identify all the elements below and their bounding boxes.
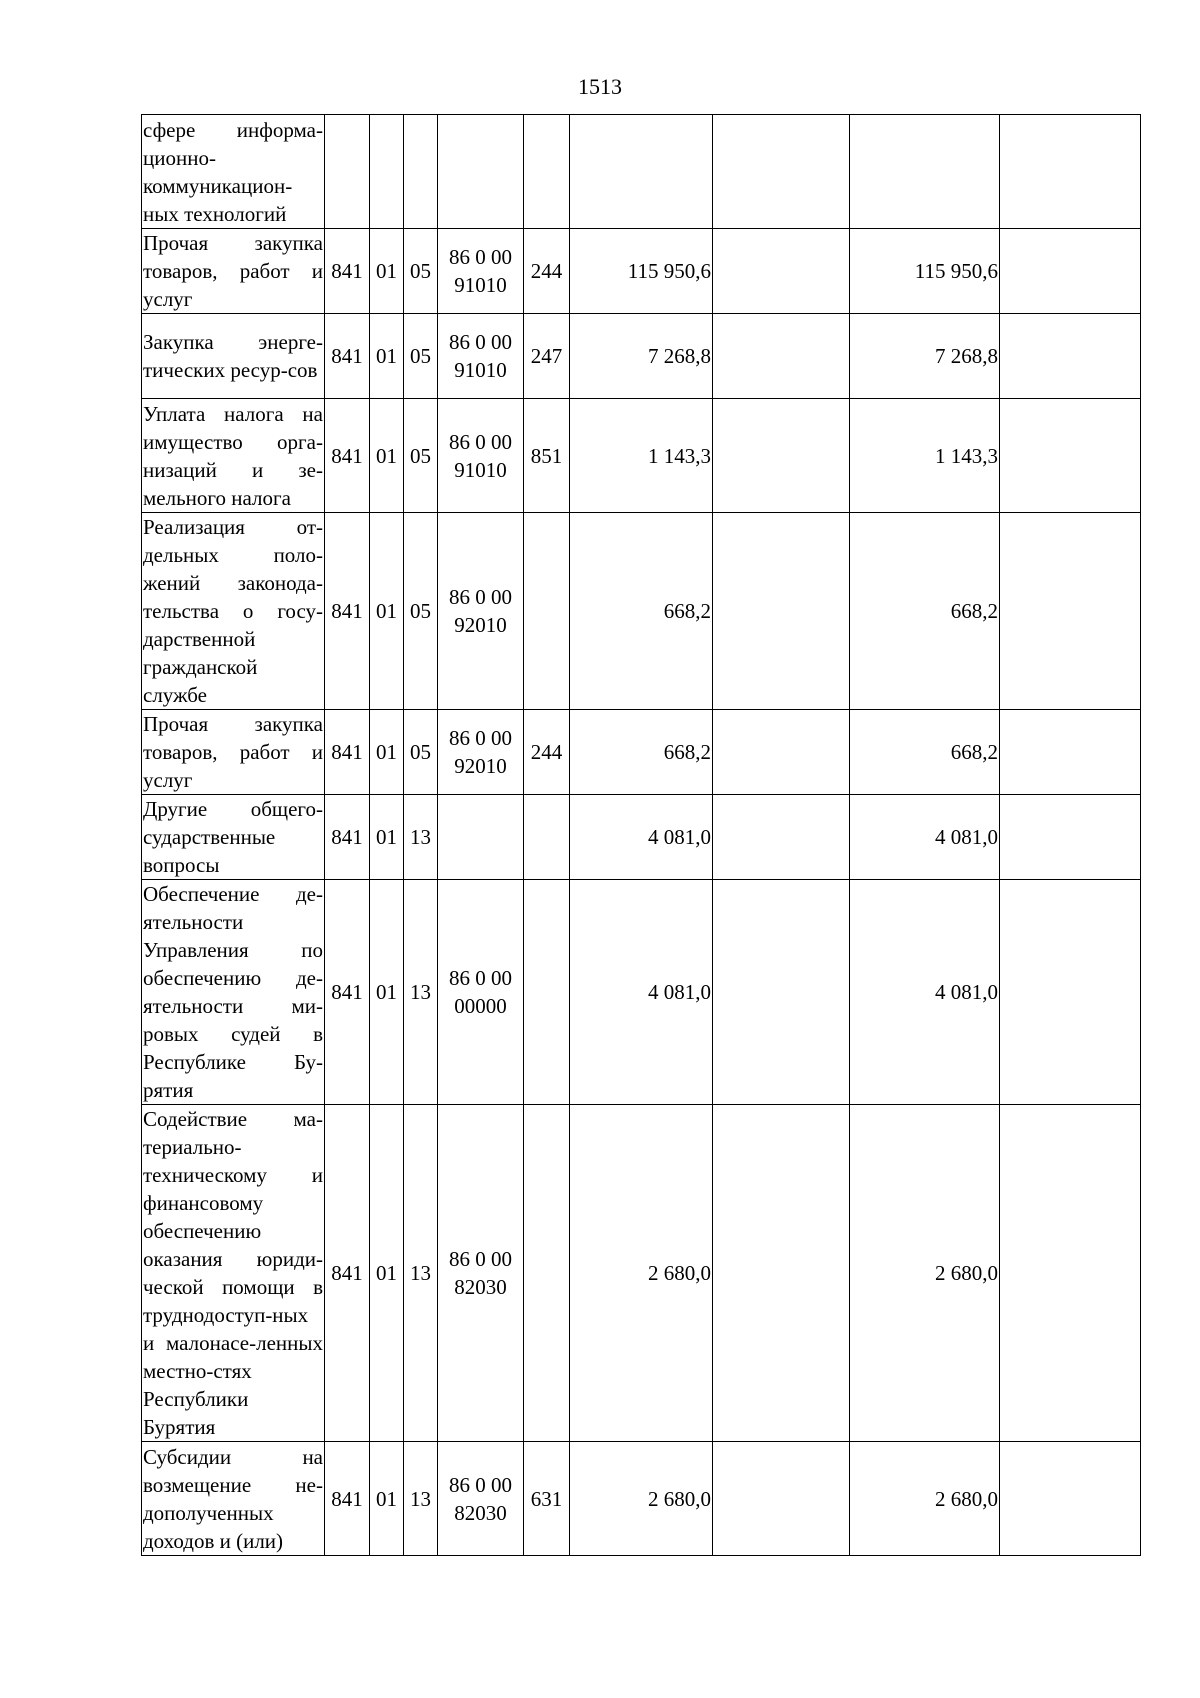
target-article-cell xyxy=(438,795,524,880)
target-article-part-1: 86 0 00 xyxy=(449,330,512,354)
row-name-cell: Реализация от-дельных поло-жений законода-тельства о госу-дарственной гражданской службе xyxy=(142,513,325,710)
target-article-part-1: 86 0 00 xyxy=(449,1247,512,1271)
target-article-part-2: 00000 xyxy=(454,994,507,1018)
expense-type-cell xyxy=(524,115,570,229)
table-row xyxy=(142,314,1141,399)
amount-cell-1: 668,2 xyxy=(570,513,713,710)
subsection-cell: 13 xyxy=(404,1442,438,1556)
amount-cell-3: 668,2 xyxy=(850,513,1000,710)
row-name-cell: Закупка энерге-тических ресур-сов xyxy=(142,314,325,399)
amount-cell-1: 2 680,0 xyxy=(570,1442,713,1556)
subsection-cell: 05 xyxy=(404,513,438,710)
table-row xyxy=(142,795,1141,880)
expense-type-cell: 247 xyxy=(524,314,570,399)
section-cell: 01 xyxy=(370,229,404,314)
amount-cell-1: 668,2 xyxy=(570,710,713,795)
amount-cell-2 xyxy=(713,1442,850,1556)
target-article-part-1: 86 0 00 xyxy=(449,429,512,454)
amount-cell-4 xyxy=(1000,1442,1141,1556)
amount-cell-2 xyxy=(713,880,850,1105)
grbs-cell: 841 xyxy=(325,710,370,795)
amount-cell-1: 2 680,0 xyxy=(570,1105,713,1442)
row-name-cell: сфере информа-ционно-коммуникацион-ных технологий xyxy=(142,115,325,229)
amount-cell-3: 4 081,0 xyxy=(850,795,1000,880)
amount-cell-2 xyxy=(713,115,850,229)
amount-cell-1: 7 268,8 xyxy=(570,314,713,399)
amount-cell-3: 7 268,8 xyxy=(850,314,1000,399)
grbs-cell: 841 xyxy=(325,229,370,314)
target-article-cell xyxy=(438,115,524,229)
target-article-part-2: 91010 xyxy=(454,273,507,297)
target-article-part-1: 86 0 00 xyxy=(449,245,512,269)
target-article-part-2: 82030 xyxy=(454,1500,507,1525)
budget-table xyxy=(141,114,1141,1556)
subsection-cell: 05 xyxy=(404,399,438,513)
amount-cell-2 xyxy=(713,710,850,795)
grbs-cell: 841 xyxy=(325,795,370,880)
target-article-cell xyxy=(438,1442,524,1556)
row-name-cell: Прочая закупка товаров, работ и услуг xyxy=(142,710,325,795)
amount-cell-4 xyxy=(1000,710,1141,795)
amount-cell-3: 1 143,3 xyxy=(850,399,1000,513)
grbs-cell: 841 xyxy=(325,513,370,710)
target-article-part-2: 92010 xyxy=(454,613,507,637)
target-article-cell xyxy=(438,1105,524,1442)
table-row xyxy=(142,710,1141,795)
amount-cell-3: 4 081,0 xyxy=(850,880,1000,1105)
amount-cell-3: 2 680,0 xyxy=(850,1105,1000,1442)
section-cell: 01 xyxy=(370,1105,404,1442)
amount-cell-2 xyxy=(713,314,850,399)
grbs-cell: 841 xyxy=(325,399,370,513)
target-article-cell xyxy=(438,229,524,314)
target-article-cell xyxy=(438,710,524,795)
target-article-part-1: 86 0 00 xyxy=(449,1472,512,1497)
target-article-cell xyxy=(438,513,524,710)
subsection-cell: 05 xyxy=(404,229,438,314)
row-name-cell: Уплата налога на имущество орга-низаций и зе-мельного налога xyxy=(142,399,325,513)
grbs-cell: 841 xyxy=(325,1105,370,1442)
row-name-cell: Субсидии на возмещение не-дополученных доходов и (или) xyxy=(142,1442,325,1556)
subsection-cell: 05 xyxy=(404,314,438,399)
target-article-cell xyxy=(438,399,524,513)
section-cell: 01 xyxy=(370,314,404,399)
amount-cell-1: 4 081,0 xyxy=(570,795,713,880)
row-name-cell: Другие общего-сударственные вопросы xyxy=(142,795,325,880)
target-article-part-2: 91010 xyxy=(454,457,507,482)
amount-cell-2 xyxy=(713,513,850,710)
table-row xyxy=(142,229,1141,314)
page-number: 1513 xyxy=(578,74,622,99)
target-article-cell xyxy=(438,314,524,399)
amount-cell-4 xyxy=(1000,795,1141,880)
expense-type-cell xyxy=(524,795,570,880)
subsection-cell: 13 xyxy=(404,1105,438,1442)
target-article-part-2: 92010 xyxy=(454,754,507,778)
row-name-cell: Обеспечение де-ятельности Управления по обеспечению де-ятельности ми-ровых судей в Республике Бу-рятия xyxy=(142,880,325,1105)
table-row xyxy=(142,399,1141,513)
amount-cell-2 xyxy=(713,229,850,314)
target-article-part-1: 86 0 00 xyxy=(449,726,512,750)
subsection-cell: 13 xyxy=(404,880,438,1105)
amount-cell-4 xyxy=(1000,314,1141,399)
expense-type-cell: 244 xyxy=(524,229,570,314)
section-cell: 01 xyxy=(370,795,404,880)
amount-cell-1 xyxy=(570,115,713,229)
amount-cell-4 xyxy=(1000,1105,1141,1442)
amount-cell-4 xyxy=(1000,513,1141,710)
amount-cell-4 xyxy=(1000,229,1141,314)
expense-type-cell: 851 xyxy=(524,399,570,513)
table-row xyxy=(142,1442,1141,1556)
amount-cell-2 xyxy=(713,1105,850,1442)
row-name-cell: Содействие ма-териально-техническому и финансовому обеспечению оказания юриди-ческой помощи в труднодоступ-ных и малонасе-ленных местно-стях Республики Бурятия xyxy=(142,1105,325,1442)
expense-type-cell xyxy=(524,513,570,710)
section-cell xyxy=(370,115,404,229)
amount-cell-2 xyxy=(713,795,850,880)
section-cell: 01 xyxy=(370,880,404,1105)
table-row xyxy=(142,880,1141,1105)
table-row xyxy=(142,115,1141,229)
grbs-cell xyxy=(325,115,370,229)
target-article-cell xyxy=(438,880,524,1105)
amount-cell-4 xyxy=(1000,115,1141,229)
table-row xyxy=(142,513,1141,710)
amount-cell-4 xyxy=(1000,399,1141,513)
target-article-part-1: 86 0 00 xyxy=(449,585,512,609)
section-cell: 01 xyxy=(370,1442,404,1556)
grbs-cell: 841 xyxy=(325,1442,370,1556)
subsection-cell: 13 xyxy=(404,795,438,880)
target-article-part-1: 86 0 00 xyxy=(449,966,512,990)
amount-cell-4 xyxy=(1000,880,1141,1105)
expense-type-cell: 631 xyxy=(524,1442,570,1556)
section-cell: 01 xyxy=(370,710,404,795)
amount-cell-1: 1 143,3 xyxy=(570,399,713,513)
grbs-cell: 841 xyxy=(325,880,370,1105)
amount-cell-3 xyxy=(850,115,1000,229)
expense-type-cell xyxy=(524,880,570,1105)
table-row xyxy=(142,1105,1141,1442)
grbs-cell: 841 xyxy=(325,314,370,399)
subsection-cell: 05 xyxy=(404,710,438,795)
amount-cell-3: 2 680,0 xyxy=(850,1442,1000,1556)
section-cell: 01 xyxy=(370,399,404,513)
expense-type-cell: 244 xyxy=(524,710,570,795)
row-name-cell: Прочая закупка товаров, работ и услуг xyxy=(142,229,325,314)
amount-cell-3: 115 950,6 xyxy=(850,229,1000,314)
amount-cell-3: 668,2 xyxy=(850,710,1000,795)
amount-cell-1: 4 081,0 xyxy=(570,880,713,1105)
target-article-part-2: 82030 xyxy=(454,1275,507,1299)
expense-type-cell xyxy=(524,1105,570,1442)
subsection-cell xyxy=(404,115,438,229)
amount-cell-2 xyxy=(713,399,850,513)
section-cell: 01 xyxy=(370,513,404,710)
target-article-part-2: 91010 xyxy=(454,358,507,382)
amount-cell-1: 115 950,6 xyxy=(570,229,713,314)
